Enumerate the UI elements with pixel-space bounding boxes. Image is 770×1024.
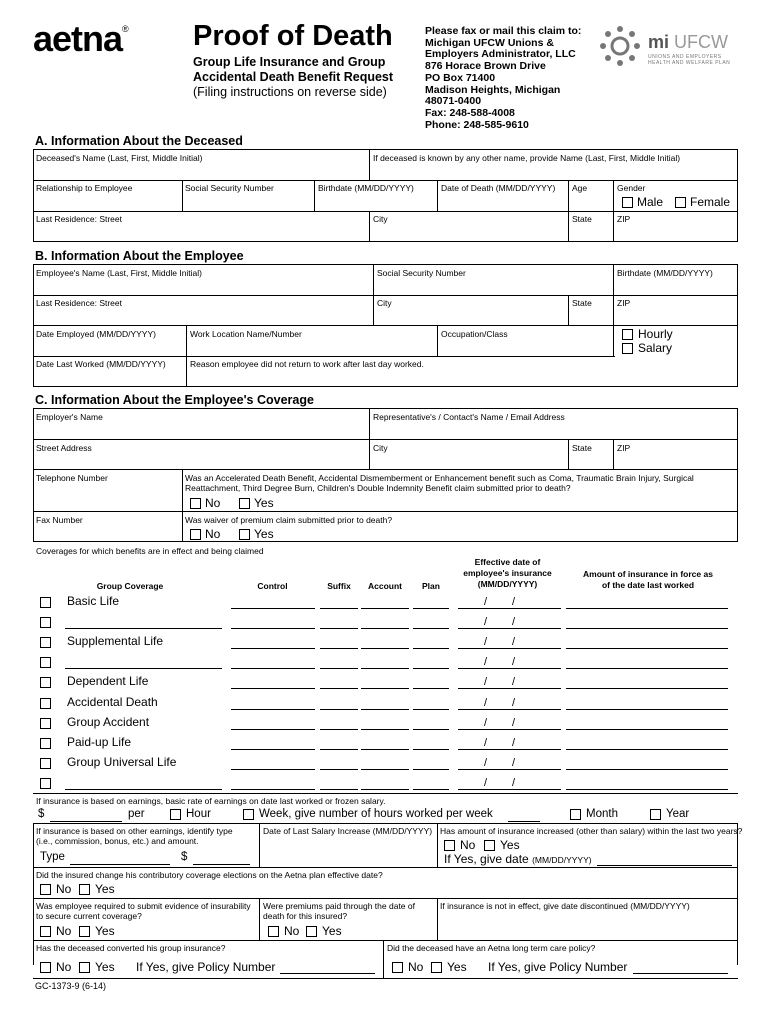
- male-label: Male: [637, 195, 664, 209]
- earnings-rate-input[interactable]: [50, 821, 122, 822]
- suffix-input[interactable]: [320, 749, 358, 750]
- date-last-worked-field[interactable]: Date Last Worked (MM/DD/YYYY): [36, 359, 166, 369]
- account-input[interactable]: [361, 749, 409, 750]
- month-checkbox[interactable]: [570, 809, 581, 820]
- control-input[interactable]: [231, 709, 315, 710]
- coverage-checkbox[interactable]: [40, 778, 51, 789]
- increased-no-checkbox[interactable]: [444, 840, 455, 851]
- date-separator: /: [512, 596, 516, 608]
- deceased-city-field[interactable]: City: [373, 214, 388, 224]
- ltc-yes-checkbox[interactable]: [431, 962, 442, 973]
- female-label: Female: [690, 195, 731, 209]
- ltc-policy-label: If Yes, give Policy Number: [488, 960, 628, 974]
- coverage-checkbox[interactable]: [40, 617, 51, 628]
- plan-input[interactable]: [413, 688, 449, 689]
- amount-input[interactable]: [566, 749, 728, 750]
- year-label: Year: [666, 808, 690, 820]
- col-amount-in-force: Amount of insurance in force as of the date last worked: [583, 569, 713, 590]
- hourly-label: Hourly: [638, 327, 673, 341]
- ufcw-logo: mi UFCW UNIONS AND EMPLOYERS HEALTH AND WELFARE PLAN: [598, 24, 738, 70]
- converted-policy-input[interactable]: [280, 973, 375, 974]
- control-input[interactable]: [231, 749, 315, 750]
- suffix-input[interactable]: [320, 709, 358, 710]
- reason-field[interactable]: Reason employee did not return to work after last day worked.: [190, 359, 424, 369]
- date-separator: /: [512, 656, 516, 668]
- converted-yes-checkbox[interactable]: [79, 962, 90, 973]
- hours-per-week-input[interactable]: [508, 821, 540, 822]
- increased-no-label: No: [460, 838, 476, 852]
- effective-date-input[interactable]: [458, 749, 561, 750]
- premiums-yes-checkbox[interactable]: [306, 926, 317, 937]
- evidence-no-checkbox[interactable]: [40, 926, 51, 937]
- date-separator: /: [512, 737, 516, 749]
- suffix-input[interactable]: [320, 789, 358, 790]
- accelerated-yes-checkbox[interactable]: [239, 498, 250, 509]
- employee-birthdate-field[interactable]: Birthdate (MM/DD/YYYY): [617, 268, 713, 278]
- amount-dollar: $: [181, 851, 188, 863]
- account-input[interactable]: [361, 608, 409, 609]
- per-label: per: [128, 808, 145, 820]
- accelerated-benefit-question: Was an Accelerated Death Benefit, Accidental Dismemberment or Enhancement benefit such as Coma, Traumatic Brain Injury, Surgical Reattachment, Third Degree Burn, Children's Double Indemnity Benefit claim submitted prior to death?: [185, 473, 694, 493]
- contrib-yes-label: Yes: [95, 882, 115, 896]
- contributory-question: Did the insured change his contributory coverage elections on the Aetna plan effective date?: [36, 870, 383, 880]
- contrib-no-checkbox[interactable]: [40, 884, 51, 895]
- converted-no-label: No: [56, 960, 72, 974]
- increased-yes-checkbox[interactable]: [484, 840, 495, 851]
- amount-input[interactable]: [566, 648, 728, 649]
- amount-input[interactable]: [566, 628, 728, 629]
- employer-state-field[interactable]: State: [572, 443, 592, 453]
- employer-name-field[interactable]: Employer's Name: [36, 412, 103, 422]
- coverage-other-input[interactable]: [65, 628, 222, 629]
- plan-input[interactable]: [413, 789, 449, 790]
- plan-input[interactable]: [413, 769, 449, 770]
- control-input[interactable]: [231, 648, 315, 649]
- effective-date-input[interactable]: [458, 688, 561, 689]
- plan-input[interactable]: [413, 648, 449, 649]
- amount-input[interactable]: [566, 769, 728, 770]
- date-separator: /: [512, 757, 516, 769]
- date-separator: /: [484, 697, 488, 709]
- coverage-checkbox[interactable]: [40, 677, 51, 688]
- amount-input[interactable]: [566, 789, 728, 790]
- waiver-question: Was waiver of premium claim submitted prior to death?: [185, 515, 393, 525]
- coverage-checkbox[interactable]: [40, 698, 51, 709]
- coverage-checkbox[interactable]: [40, 758, 51, 769]
- converted-policy-label: If Yes, give Policy Number: [136, 960, 276, 974]
- deceased-street-field[interactable]: Last Residence: Street: [36, 214, 122, 224]
- amount-input[interactable]: [566, 688, 728, 689]
- employer-street-field[interactable]: Street Address: [36, 443, 92, 453]
- form-number: GC-1373-9 (6-14): [35, 981, 107, 991]
- premiums-no-checkbox[interactable]: [268, 926, 279, 937]
- date-separator: /: [512, 777, 516, 789]
- other-name-field[interactable]: If deceased is known by any other name, provide Name (Last, First, Middle Initial): [373, 153, 681, 163]
- ltc-question: Did the deceased have an Aetna long term care policy?: [387, 943, 596, 953]
- effective-date-input[interactable]: [458, 668, 561, 669]
- employer-zip-field[interactable]: ZIP: [617, 443, 631, 453]
- account-input[interactable]: [361, 769, 409, 770]
- plan-input[interactable]: [413, 709, 449, 710]
- coverage-label: Group Universal Life: [67, 755, 177, 769]
- deceased-zip-field[interactable]: ZIP: [617, 214, 631, 224]
- amount-input[interactable]: [566, 668, 728, 669]
- gender-label: Gender: [617, 183, 646, 193]
- control-input[interactable]: [231, 668, 315, 669]
- coverage-checkbox[interactable]: [40, 597, 51, 608]
- effective-date-input[interactable]: [458, 729, 561, 730]
- form-subtitle: Group Life Insurance and Group Accidental Death Benefit Request (Filing instructions on reverse side): [193, 55, 394, 99]
- date-separator: /: [484, 717, 488, 729]
- control-input[interactable]: [231, 628, 315, 629]
- control-input[interactable]: [231, 789, 315, 790]
- suffix-input[interactable]: [320, 668, 358, 669]
- salary-increase-date-field[interactable]: Date of Last Salary Increase (MM/DD/YYYY): [263, 826, 433, 836]
- col-control: Control: [257, 581, 288, 591]
- date-separator: /: [512, 636, 516, 648]
- male-checkbox[interactable]: [622, 197, 633, 208]
- date-separator: /: [512, 717, 516, 729]
- insurance-increased-question: Has amount of insurance increased (other than salary) within the last two years?: [440, 826, 743, 836]
- account-input[interactable]: [361, 628, 409, 629]
- col-account: Account: [368, 581, 402, 591]
- premiums-yes-label: Yes: [322, 924, 342, 938]
- date-of-death-field[interactable]: Date of Death (MM/DD/YYYY): [441, 183, 556, 193]
- salary-label: Salary: [638, 341, 673, 355]
- telephone-field[interactable]: Telephone Number: [36, 473, 108, 483]
- mailing-instructions: Please fax or mail this claim to: Michigan UFCW Unions & Employers Administrator, LLC 876 Horace Brown Drive PO Box 71400 Madison Heights, Michigan 48071-0400 Fax: 248-588-4008 Phone: 248-585-9610: [425, 25, 582, 131]
- converted-yes-label: Yes: [95, 960, 115, 974]
- converted-question: Has the deceased converted his group insurance?: [36, 943, 226, 953]
- control-input[interactable]: [231, 729, 315, 730]
- work-location-field[interactable]: Work Location Name/Number: [190, 329, 302, 339]
- hourly-checkbox[interactable]: [622, 329, 633, 340]
- deceased-birthdate-field[interactable]: Birthdate (MM/DD/YYYY): [318, 183, 414, 193]
- account-input[interactable]: [361, 789, 409, 790]
- accelerated-yes-label: Yes: [254, 496, 274, 510]
- date-separator: /: [512, 697, 516, 709]
- account-input[interactable]: [361, 668, 409, 669]
- suffix-input[interactable]: [320, 688, 358, 689]
- form-title: Proof of Death: [193, 20, 393, 52]
- amount-input[interactable]: [566, 729, 728, 730]
- col-group-coverage: Group Coverage: [96, 581, 164, 591]
- col-plan: Plan: [422, 581, 440, 591]
- hour-checkbox[interactable]: [170, 809, 181, 820]
- coverage-label: Basic Life: [67, 594, 120, 608]
- waiver-no-label: No: [205, 527, 221, 541]
- date-separator: /: [484, 616, 488, 628]
- col-effective-date: Effective date of employee's insurance (MM/DD/YYYY): [463, 557, 552, 589]
- account-input[interactable]: [361, 688, 409, 689]
- employee-ssn-field[interactable]: Social Security Number: [377, 268, 466, 278]
- coverage-label: Accidental Death: [67, 695, 158, 709]
- aetna-logo: aetna®: [33, 18, 128, 59]
- suffix-input[interactable]: [320, 769, 358, 770]
- effective-date-input[interactable]: [458, 769, 561, 770]
- section-c-title: C. Information About the Employee's Coverage: [35, 393, 314, 407]
- date-separator: /: [484, 656, 488, 668]
- month-label: Month: [586, 808, 618, 820]
- accelerated-no-label: No: [205, 496, 221, 510]
- date-separator: /: [484, 737, 488, 749]
- plan-input[interactable]: [413, 729, 449, 730]
- waiver-yes-label: Yes: [254, 527, 274, 541]
- people-circle-icon: [598, 24, 642, 68]
- employer-city-field[interactable]: City: [373, 443, 388, 453]
- control-input[interactable]: [231, 688, 315, 689]
- effective-date-input[interactable]: [458, 608, 561, 609]
- hour-label: Hour: [186, 808, 211, 820]
- representative-field[interactable]: Representative's / Contact's Name / Email Address: [373, 412, 565, 422]
- if-yes-date-label: If Yes, give date (MM/DD/YYYY): [444, 852, 592, 866]
- section-b-title: B. Information About the Employee: [35, 249, 244, 263]
- contrib-no-label: No: [56, 882, 72, 896]
- evidence-yes-checkbox[interactable]: [79, 926, 90, 937]
- suffix-input[interactable]: [320, 628, 358, 629]
- date-separator: /: [484, 777, 488, 789]
- plan-input[interactable]: [413, 668, 449, 669]
- date-discontinued-field[interactable]: If insurance is not in effect, give date discontinued (MM/DD/YYYY): [440, 901, 690, 911]
- effective-date-input[interactable]: [458, 628, 561, 629]
- coverage-other-input[interactable]: [65, 789, 222, 790]
- increased-yes-label: Yes: [500, 838, 520, 852]
- suffix-input[interactable]: [320, 648, 358, 649]
- effective-date-input[interactable]: [458, 789, 561, 790]
- section-a-title: A. Information About the Deceased: [35, 134, 243, 148]
- effective-date-input[interactable]: [458, 648, 561, 649]
- effective-date-input[interactable]: [458, 709, 561, 710]
- coverage-label: Paid-up Life: [67, 735, 132, 749]
- control-input[interactable]: [231, 769, 315, 770]
- dollar-sign: $: [38, 808, 45, 820]
- date-separator: /: [484, 596, 488, 608]
- age-field[interactable]: Age: [572, 183, 588, 193]
- waiver-yes-checkbox[interactable]: [239, 529, 250, 540]
- date-employed-field[interactable]: Date Employed (MM/DD/YYYY): [36, 329, 156, 339]
- premiums-question: Were premiums paid through the date of death for this insured?: [263, 901, 415, 921]
- ltc-policy-input[interactable]: [633, 973, 728, 974]
- evidence-question: Was employee required to submit evidence of insurability to secure current coverage?: [36, 901, 251, 921]
- converted-no-checkbox[interactable]: [40, 962, 51, 973]
- coverage-checkbox[interactable]: [40, 637, 51, 648]
- deceased-ssn-field[interactable]: Social Security Number: [185, 183, 274, 193]
- plan-input[interactable]: [413, 608, 449, 609]
- type-input[interactable]: [70, 864, 170, 865]
- account-input[interactable]: [361, 648, 409, 649]
- employee-zip-field[interactable]: ZIP: [617, 298, 631, 308]
- date-separator: /: [484, 636, 488, 648]
- earnings-basis-label: If insurance is based on earnings, basic rate of earnings on date last worked or frozen salary.: [36, 796, 386, 806]
- ltc-no-label: No: [408, 960, 424, 974]
- col-suffix: Suffix: [327, 581, 351, 591]
- date-separator: /: [512, 616, 516, 628]
- contrib-yes-checkbox[interactable]: [79, 884, 90, 895]
- evidence-no-label: No: [56, 924, 72, 938]
- deceased-state-field[interactable]: State: [572, 214, 592, 224]
- coverages-intro: Coverages for which benefits are in effect and being claimed: [36, 546, 264, 556]
- evidence-yes-label: Yes: [95, 924, 115, 938]
- employee-city-field[interactable]: City: [377, 298, 392, 308]
- type-label: Type: [40, 851, 65, 863]
- plan-input[interactable]: [413, 749, 449, 750]
- year-checkbox[interactable]: [650, 809, 661, 820]
- amount-input[interactable]: [566, 608, 728, 609]
- account-input[interactable]: [361, 729, 409, 730]
- account-input[interactable]: [361, 709, 409, 710]
- salary-checkbox[interactable]: [622, 343, 633, 354]
- employee-street-field[interactable]: Last Residence: Street: [36, 298, 122, 308]
- relationship-field[interactable]: Relationship to Employee: [36, 183, 133, 193]
- fax-field[interactable]: Fax Number: [36, 515, 83, 525]
- coverage-checkbox[interactable]: [40, 657, 51, 668]
- occupation-field[interactable]: Occupation/Class: [441, 329, 508, 339]
- amount-input[interactable]: [566, 709, 728, 710]
- suffix-input[interactable]: [320, 608, 358, 609]
- date-separator: /: [512, 676, 516, 688]
- other-earnings-label: If insurance is based on other earnings, identify type (i.e., commission, bonus, etc.) and amount.: [36, 826, 233, 846]
- week-label: Week, give number of hours worked per week: [259, 808, 493, 820]
- increase-date-input[interactable]: [597, 865, 732, 866]
- accelerated-no-checkbox[interactable]: [190, 498, 201, 509]
- coverage-checkbox[interactable]: [40, 718, 51, 729]
- date-separator: /: [484, 676, 488, 688]
- coverage-label: Dependent Life: [67, 674, 149, 688]
- coverage-checkbox[interactable]: [40, 738, 51, 749]
- female-checkbox[interactable]: [675, 197, 686, 208]
- coverage-label: Group Accident: [67, 715, 150, 729]
- ltc-no-checkbox[interactable]: [392, 962, 403, 973]
- ltc-yes-label: Yes: [447, 960, 467, 974]
- control-input[interactable]: [231, 608, 315, 609]
- employee-name-field[interactable]: Employee's Name (Last, First, Middle Initial): [36, 268, 203, 278]
- employee-state-field[interactable]: State: [572, 298, 592, 308]
- amount-input[interactable]: [193, 864, 250, 865]
- suffix-input[interactable]: [320, 729, 358, 730]
- date-separator: /: [484, 757, 488, 769]
- plan-input[interactable]: [413, 628, 449, 629]
- week-checkbox[interactable]: [243, 809, 254, 820]
- coverage-other-input[interactable]: [65, 668, 222, 669]
- coverage-label: Supplemental Life: [67, 634, 164, 648]
- waiver-no-checkbox[interactable]: [190, 529, 201, 540]
- premiums-no-label: No: [284, 924, 300, 938]
- deceased-name-field[interactable]: Deceased's Name (Last, First, Middle Initial): [36, 153, 203, 163]
